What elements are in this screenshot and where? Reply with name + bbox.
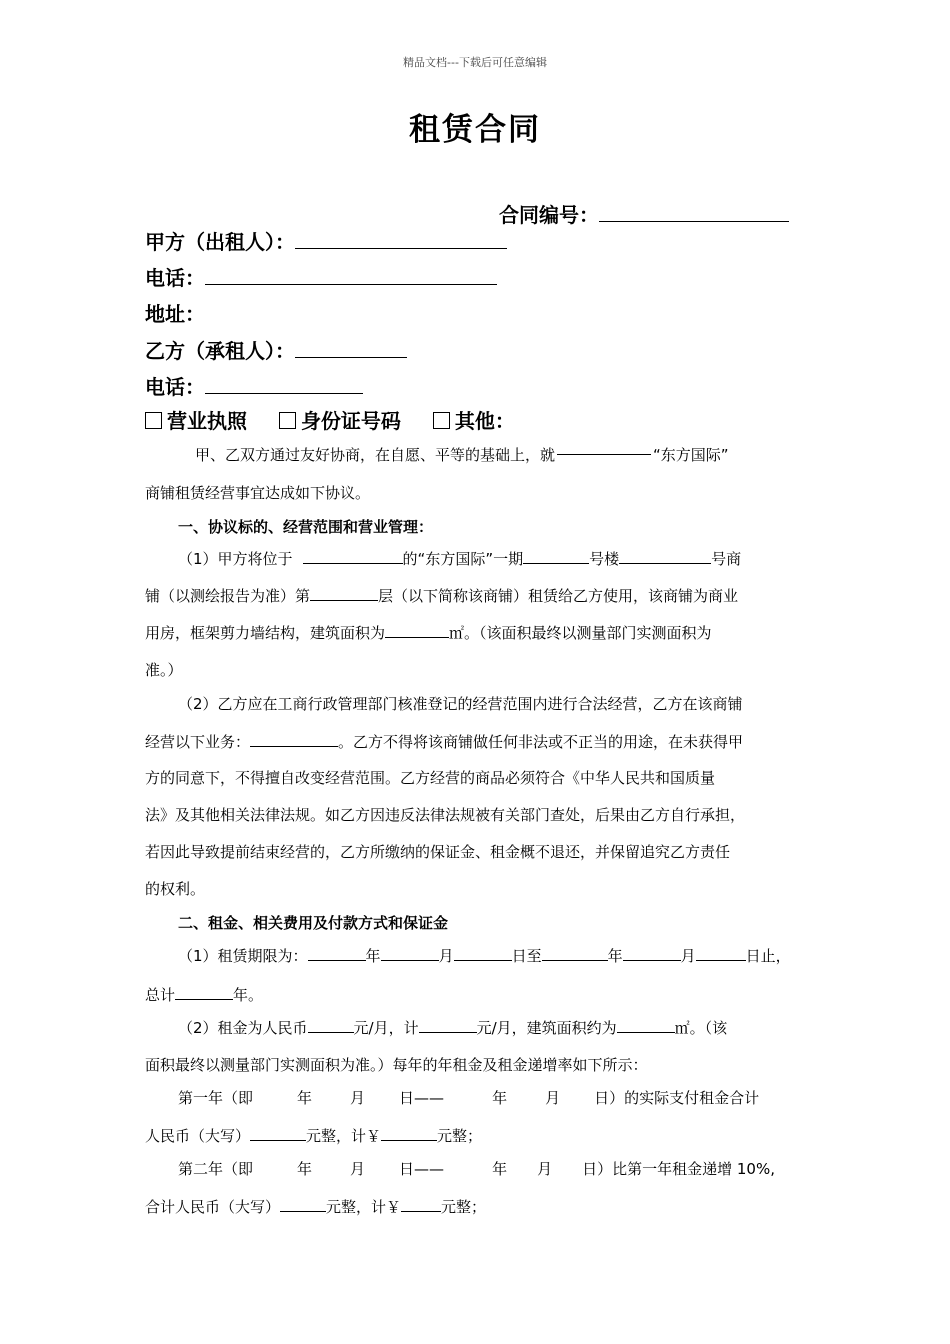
- s1-p1-text: 的“东方国际”一期: [402, 550, 524, 568]
- contract-number-blank: [599, 203, 789, 222]
- party-b-phone-label: 电话：: [145, 375, 205, 399]
- s2-term-line-2: [145, 984, 263, 1005]
- s2-text: 人民币（大写）: [145, 1127, 251, 1145]
- s2-text: 日）的实际支付租金合计: [594, 1089, 760, 1107]
- s2-text: 总计: [145, 986, 176, 1004]
- other-label: 其他：: [454, 409, 515, 433]
- s1-p2-line-4: 法》及其他相关法律法规。如乙方因违反法律法规被有关部门查处，后果由乙方自行承担，: [145, 806, 746, 824]
- s1-p1-line-1: [178, 548, 741, 569]
- s1-p2-line-2: [145, 731, 743, 752]
- s1-p2-text: 若因此导致提前结束经营的: [145, 843, 326, 861]
- s1-p2-line-3: 方的同意下，不得擅自改变经营范围。乙方经营的商品必须符合《中华人民共和国质量: [145, 769, 716, 787]
- s1-p2-text: 经营以下业务：: [145, 733, 251, 751]
- s2-text: 月: [545, 1089, 561, 1107]
- s2-text: 元/月，建筑面积约为: [476, 1019, 617, 1037]
- intro-dash: [557, 454, 651, 455]
- party-a-row: [145, 226, 507, 255]
- year-2-amount-blank: [401, 1197, 441, 1212]
- s1-p1-text: ㎡。（该面积最终以测量部门实测面积为: [449, 624, 712, 642]
- s1-p1-text: 号楼: [589, 550, 620, 568]
- year-2-amount-words-blank: [280, 1197, 326, 1212]
- s2-text: 日）比第一年租金递增 10%,: [582, 1160, 775, 1178]
- id-type-checkboxes: [145, 405, 515, 434]
- s2-text: 元/月，计: [353, 1019, 419, 1037]
- s2-text: 元整；: [441, 1198, 487, 1216]
- end-year-blank: [542, 946, 608, 961]
- s1-p2-text: ，乙方所缴纳的保证金、租金概不退还，并保留追究乙方责任: [325, 843, 731, 861]
- s2-text: 年: [492, 1089, 508, 1107]
- s2-text: 第二年（即: [178, 1160, 254, 1178]
- start-day-blank: [454, 946, 512, 961]
- intro-line-1: [195, 444, 729, 465]
- s2-text: 年: [297, 1089, 313, 1107]
- party-b-blank: [295, 339, 407, 358]
- end-day-blank: [696, 946, 746, 961]
- party-a-phone-label: 电话：: [145, 266, 205, 290]
- s1-p2-line-5: [145, 841, 730, 862]
- header-note: 精品文档---下载后可任意编辑: [403, 56, 547, 69]
- s1-p1-text: 铺（以测绘报告为准）第: [145, 587, 311, 605]
- s2-text: ㎡。（该: [674, 1019, 728, 1037]
- s1-p1-line-4: 准。）: [145, 661, 183, 679]
- year-1-line-1: [178, 1087, 759, 1108]
- year-1-amount-blank: [381, 1126, 437, 1141]
- year-2-line-2: [145, 1196, 486, 1217]
- business-license-label: 营业执照: [167, 409, 247, 433]
- s2-rent-line-2: 面积最终以测量部门实测面积为准。）每年的年租金及租金递增率如下所示：: [145, 1056, 648, 1074]
- page-title: 租赁合同: [409, 112, 541, 148]
- s1-p1-text: （1）甲方将位于: [178, 550, 293, 568]
- s2-text: 日至: [511, 947, 542, 965]
- s2-term-line-1: [178, 945, 791, 966]
- party-a-blank: [295, 230, 507, 249]
- section-1-heading: 一、协议标的、经营范围和营业管理：: [178, 518, 434, 536]
- year-1-amount-words-blank: [250, 1126, 306, 1141]
- s1-p1-text: 层（以下简称该商铺）租赁给乙方使用，该商铺为商业: [378, 587, 739, 605]
- other-checkbox[interactable]: [433, 412, 450, 429]
- s1-p2-line-6: 的权利。: [145, 880, 206, 898]
- year-1-line-2: [145, 1125, 482, 1146]
- s1-p2-line-1: （2）乙方应在工商行政管理部门核准登记的经营范围内进行合法经营，乙方在该商铺: [178, 695, 743, 713]
- party-a-label: 甲方（出租人）：: [145, 230, 295, 254]
- s2-text: 年: [607, 947, 623, 965]
- s2-text: 元整，计￥: [326, 1198, 402, 1216]
- id-number-label: 身份证号码: [300, 409, 401, 433]
- intro-text-b: “东方国际”: [653, 446, 729, 464]
- year-2-line-1: [178, 1158, 775, 1179]
- s1-p1-line-2: [145, 585, 738, 606]
- business-scope-blank: [250, 732, 338, 747]
- s2-rent-line-1: [178, 1017, 727, 1038]
- intro-line-2: 商铺租赁经营事宜达成如下协议。: [145, 484, 371, 502]
- end-month-blank: [623, 946, 681, 961]
- rent-calc-blank: [419, 1018, 477, 1033]
- party-b-label: 乙方（承租人）：: [145, 339, 295, 363]
- s1-p1-text: 号商: [711, 550, 742, 568]
- rent-area-blank: [617, 1018, 675, 1033]
- s2-text: （2）租金为人民币: [178, 1019, 308, 1037]
- s2-text: 月: [537, 1160, 553, 1178]
- shop-number-blank: [619, 549, 711, 564]
- s2-text: 年: [365, 947, 381, 965]
- id-number-checkbox[interactable]: [279, 412, 296, 429]
- s2-text: 月: [350, 1089, 366, 1107]
- contract-number-row: [499, 199, 789, 228]
- address-label: 地址：: [145, 302, 205, 326]
- s2-text: 合计人民币（大写）: [145, 1198, 281, 1216]
- party-a-phone-row: [145, 262, 497, 291]
- s2-text: 元整，计￥: [306, 1127, 382, 1145]
- s2-text: 日——: [399, 1089, 445, 1107]
- floor-blank: [310, 586, 378, 601]
- party-b-phone-blank: [205, 375, 363, 394]
- section-2-heading: 二、租金、相关费用及付款方式和保证金: [178, 914, 449, 932]
- party-b-phone-row: [145, 371, 363, 400]
- s1-p1-text: 用房，框架剪力墙结构，建筑面积为: [145, 624, 386, 642]
- area-blank: [385, 623, 449, 638]
- total-years-blank: [175, 985, 233, 1000]
- s2-text: 年。: [233, 986, 264, 1004]
- s2-text: （1）租赁期限为：: [178, 947, 308, 965]
- s2-text: 月: [680, 947, 696, 965]
- start-month-blank: [381, 946, 439, 961]
- rent-blank: [308, 1018, 354, 1033]
- s1-p2-text: 。乙方不得将该商铺做任何非法或不正当的用途，在未获得甲: [338, 733, 744, 751]
- start-year-blank: [308, 946, 366, 961]
- party-b-row: [145, 335, 407, 364]
- s1-p1-line-3: [145, 622, 712, 643]
- s2-text: 第一年（即: [178, 1089, 254, 1107]
- s2-text: 元整；: [437, 1127, 483, 1145]
- business-license-checkbox[interactable]: [145, 412, 162, 429]
- s2-text: 年: [297, 1160, 313, 1178]
- location-blank: [303, 549, 403, 564]
- s2-text: 月: [350, 1160, 366, 1178]
- contract-number-label: 合同编号：: [499, 203, 599, 227]
- s2-text: 月: [438, 947, 454, 965]
- s2-text: 日——: [399, 1160, 445, 1178]
- s2-text: 年: [492, 1160, 508, 1178]
- building-blank: [523, 549, 589, 564]
- party-a-phone-blank: [205, 266, 497, 285]
- s2-text: 日止，: [745, 947, 791, 965]
- intro-text-a: 甲、乙双方通过友好协商，在自愿、平等的基础上，就: [195, 446, 556, 464]
